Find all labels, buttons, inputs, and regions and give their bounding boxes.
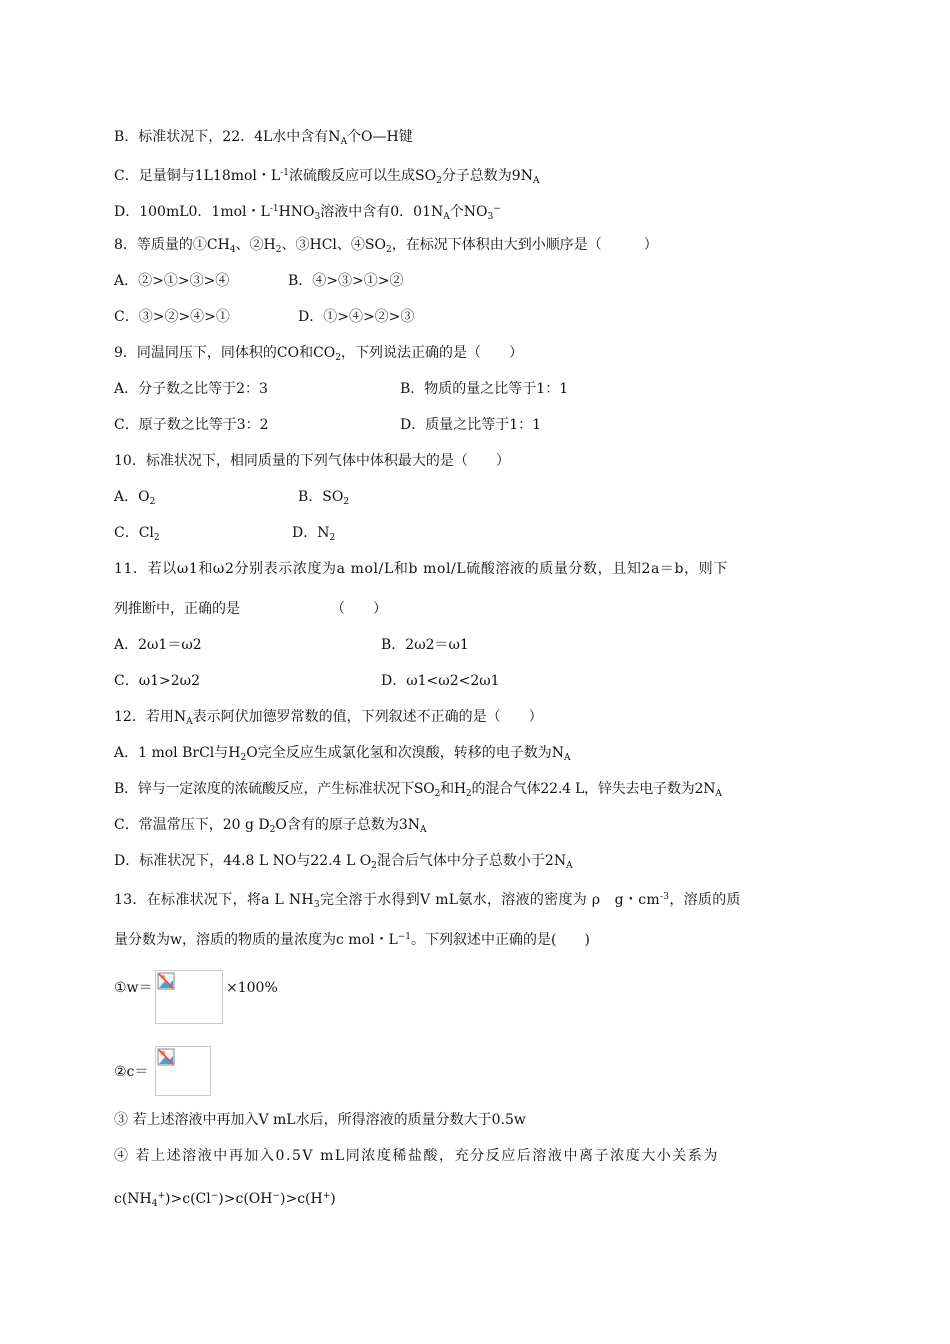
- q13-stem-line2: 量分数为w，溶质的物质的量浓度为c mol・$L^{-1}$。下列叙述中正确的是( ): [114, 932, 590, 948]
- q11-stem-line2: 列推断中，正确的是 （ ）: [114, 601, 387, 617]
- q7-option-d: D．100mL0．1mol・$L^{-1}HNO_3$溶液中含有0．$01N_A$个$NO_3^-$: [114, 204, 501, 222]
- q9-option-a: A．分子数之比等于2：3: [114, 381, 268, 397]
- q13-stem-line1: 13．在标准状况下，将a L $NH_3$完全溶于水得到V mL氨水，溶液的密度为 ρ g・$cm^{-3}$，溶质的质: [114, 892, 741, 910]
- q10-option-c: C．$Cl_2$: [114, 525, 160, 543]
- q7-option-b: B．标准状况下，22．4L水中含有$N_A$个O—H键: [114, 129, 413, 147]
- q9-option-c: C．原子数之比等于3：2: [114, 417, 269, 433]
- broken-image-icon: [157, 972, 175, 990]
- q11-option-d: D．ω1<ω2<2ω1: [381, 673, 500, 689]
- q7-option-c: C．足量铜与1L18mol・$L^{-1}$浓硫酸反应可以生成$SO_2$分子总数为$9N_A$: [114, 168, 540, 186]
- broken-image-icon: [157, 1048, 175, 1066]
- q13-item4-relation: $c(NH_4^+)>c(Cl^-)>c(OH^-)>c(H^+)$: [114, 1191, 336, 1209]
- q11-option-c: C．ω1>2ω2: [114, 673, 200, 689]
- q13-item3: ③ 若上述溶液中再加入V mL水后，所得溶液的质量分数大于0.5w: [114, 1112, 526, 1128]
- q12-stem: 12．若用$N_A$表示阿伏加德罗常数的值，下列叙述不正确的是（ ）: [114, 709, 543, 727]
- formula-image-placeholder: [155, 970, 223, 1024]
- q12-option-c: C．常温常压下，20 g $D_2O$含有的原子总数为$3N_A$: [114, 817, 427, 835]
- q13-item4: ④ 若上述溶液中再加入0.5V mL同浓度稀盐酸，充分反应后溶液中离子浓度大小关系为: [114, 1148, 719, 1164]
- q10-option-d: D．$N_2$: [292, 525, 336, 543]
- q12-option-a: A．1 mol BrCl与$H_2O$完全反应生成氯化氢和次溴酸，转移的电子数为$N_A$: [114, 745, 571, 763]
- q12-option-b: B．锌与一定浓度的浓硫酸反应，产生标准状况下$SO_2$和$H_2$的混合气体22.4 L，锌失去电子数为$2N_A$: [114, 781, 722, 799]
- q9-option-d: D．质量之比等于1：1: [400, 417, 542, 433]
- q9-stem: 9．同温同压下，同体积的CO和$CO_2$，下列说法正确的是（ ）: [114, 345, 524, 363]
- q8-option-d: D．①>④>②>③: [298, 309, 415, 325]
- q12-option-d: D．标准状况下，44.8 L NO与22.4 L $O_2$混合后气体中分子总数小于$2N_A$: [114, 853, 573, 871]
- q13-item1-suffix: ×100%: [226, 980, 278, 996]
- q10-option-a: A．$O_2$: [114, 489, 156, 507]
- q8-stem: 8．等质量的$①CH_4$、$②H_2$、③HCl、$④SO_2$，在标况下体积由大到小顺序是（ ）: [114, 237, 658, 255]
- q11-option-b: B．2ω2＝ω1: [381, 637, 469, 653]
- q11-option-a: A．2ω1＝ω2: [114, 637, 202, 653]
- q13-item2-prefix: ②c＝: [114, 1064, 149, 1080]
- q13-item1-prefix: ①w＝: [114, 980, 153, 996]
- q8-option-a: A．②>①>③>④: [114, 273, 230, 289]
- q8-option-c: C．③>②>④>①: [114, 309, 230, 325]
- q8-option-b: B．④>③>①>②: [288, 273, 404, 289]
- q10-stem: 10．标准状况下，相同质量的下列气体中体积最大的是（ ）: [114, 453, 510, 469]
- q10-option-b: B．$SO_2$: [298, 489, 350, 507]
- formula-image-placeholder: [155, 1046, 211, 1096]
- q9-option-b: B．物质的量之比等于1：1: [400, 381, 569, 397]
- q11-stem-line1: 11．若以ω1和ω2分别表示浓度为a mol/L和b mol/L硫酸溶液的质量分数，且知2a＝b，则下: [114, 561, 728, 577]
